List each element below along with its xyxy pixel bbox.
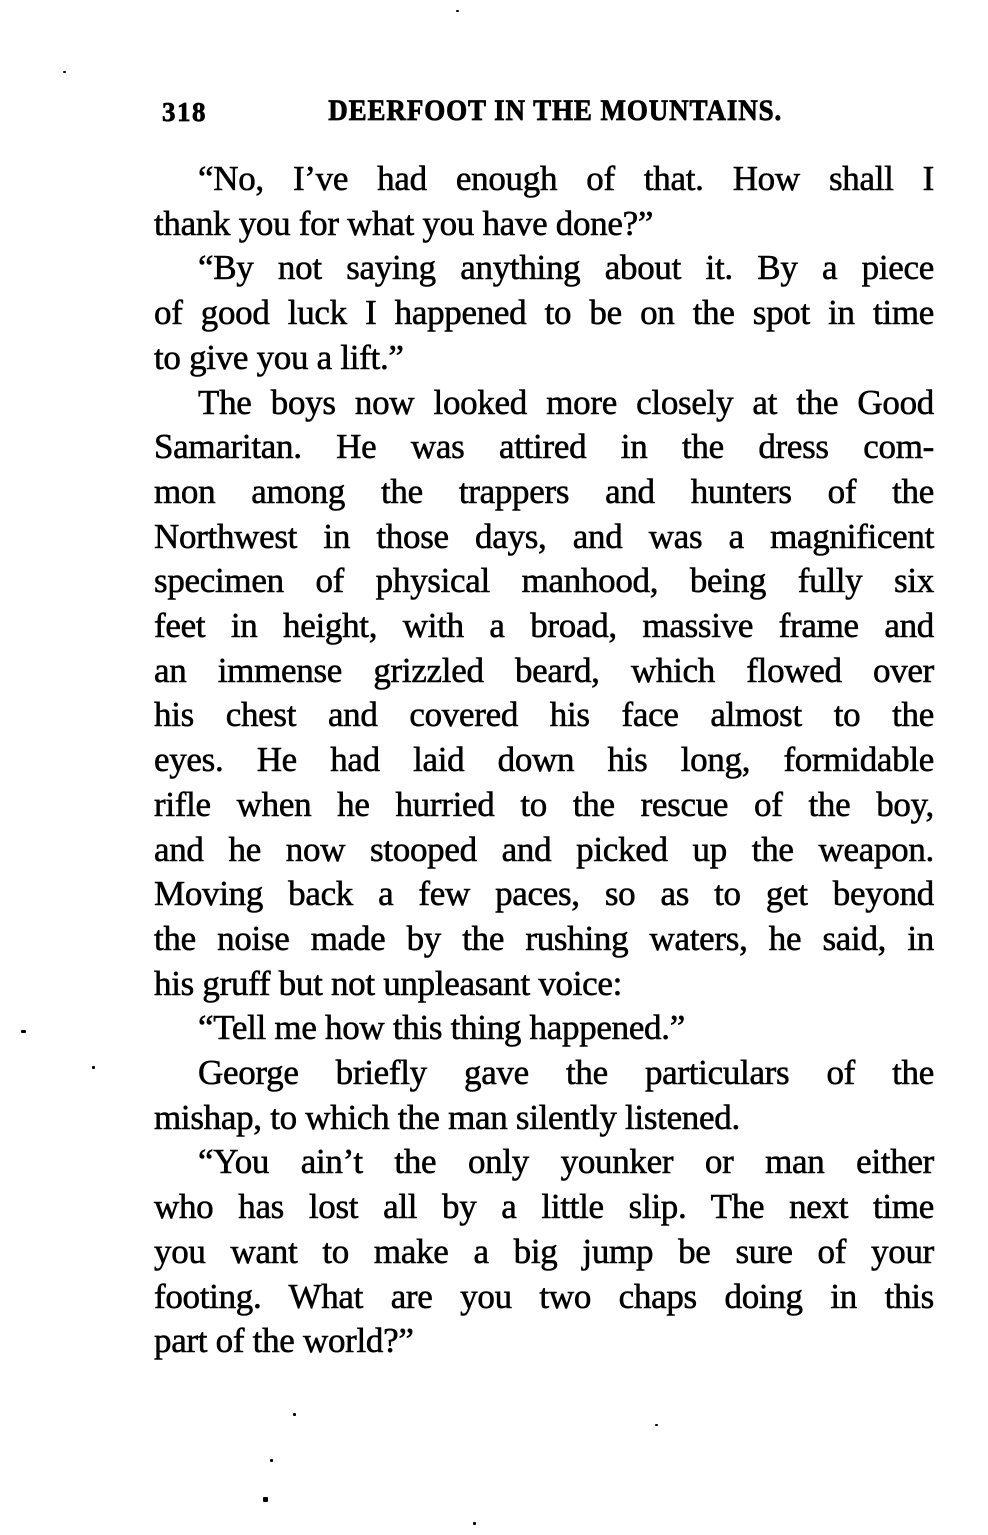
scan-speck xyxy=(473,1522,476,1525)
text-line: Northwest in those days, and was a magnificent xyxy=(154,516,934,556)
text-line: “No, I’ve had enough of that. How shall I xyxy=(198,159,934,198)
text-line: Samaritan. He was attired in the dress com- xyxy=(154,427,934,467)
page-number: 318 xyxy=(162,97,207,127)
text-line: his gruff but not unpleasant voice: xyxy=(154,963,623,1003)
running-header xyxy=(176,94,934,128)
text-line: feet in height, with a broad, massive frame and xyxy=(154,606,934,646)
text-line: Moving back a few paces, so as to get beyond xyxy=(154,874,934,914)
text-body xyxy=(154,157,934,1364)
text-line: thank you for what you have done?” xyxy=(154,203,654,243)
text-line: “By not saying anything about it. By a piece xyxy=(198,248,934,288)
text-line: the noise made by the rushing waters, he said, in xyxy=(154,918,934,958)
paragraph xyxy=(154,381,934,1007)
running-header-title: DEERFOOT IN THE MOUNTAINS. xyxy=(328,94,782,127)
text-line: his chest and covered his face almost to the xyxy=(154,695,934,735)
text-line: part of the world?” xyxy=(154,1321,414,1361)
text-line: The boys now looked more closely at the Good xyxy=(198,382,934,422)
page-header xyxy=(154,94,934,130)
scan-speck xyxy=(293,1413,296,1416)
text-line: mon among the trappers and hunters of the xyxy=(154,471,934,511)
paragraph xyxy=(154,246,934,380)
text-line: you want to make a big jump be sure of your xyxy=(154,1231,934,1271)
text-line: an immense grizzled beard, which flowed over xyxy=(154,650,934,690)
paragraph xyxy=(154,1140,934,1364)
text-line: mishap, to which the man silently listened. xyxy=(154,1097,740,1137)
scan-speck xyxy=(92,1066,95,1069)
text-line: eyes. He had laid down his long, formidable xyxy=(154,740,934,780)
text-line: George briefly gave the particulars of the xyxy=(198,1053,934,1093)
text-line: “Tell me how this thing happened.” xyxy=(198,1008,685,1048)
scan-speck xyxy=(263,1497,268,1502)
text-line: footing. What are you two chaps doing in this xyxy=(154,1276,934,1316)
paragraph xyxy=(154,1051,934,1140)
paragraph xyxy=(154,1006,934,1051)
scan-speck xyxy=(63,71,66,73)
text-line: specimen of physical manhood, being fully six xyxy=(154,561,934,601)
scan-speck xyxy=(655,1424,658,1426)
text-line: and he now stooped and picked up the weapon. xyxy=(154,829,934,869)
text-line: rifle when he hurried to the rescue of the boy, xyxy=(154,784,934,824)
scan-speck xyxy=(456,10,459,12)
text-line: who has lost all by a little slip. The next time xyxy=(154,1187,934,1227)
text-line: “You ain’t the only younker or man either xyxy=(198,1142,934,1182)
scan-speck xyxy=(21,1030,26,1033)
paragraph xyxy=(154,157,934,246)
scan-speck xyxy=(270,1459,273,1462)
text-line: to give you a lift.” xyxy=(154,337,404,377)
text-line: of good luck I happened to be on the spot in time xyxy=(154,293,934,333)
